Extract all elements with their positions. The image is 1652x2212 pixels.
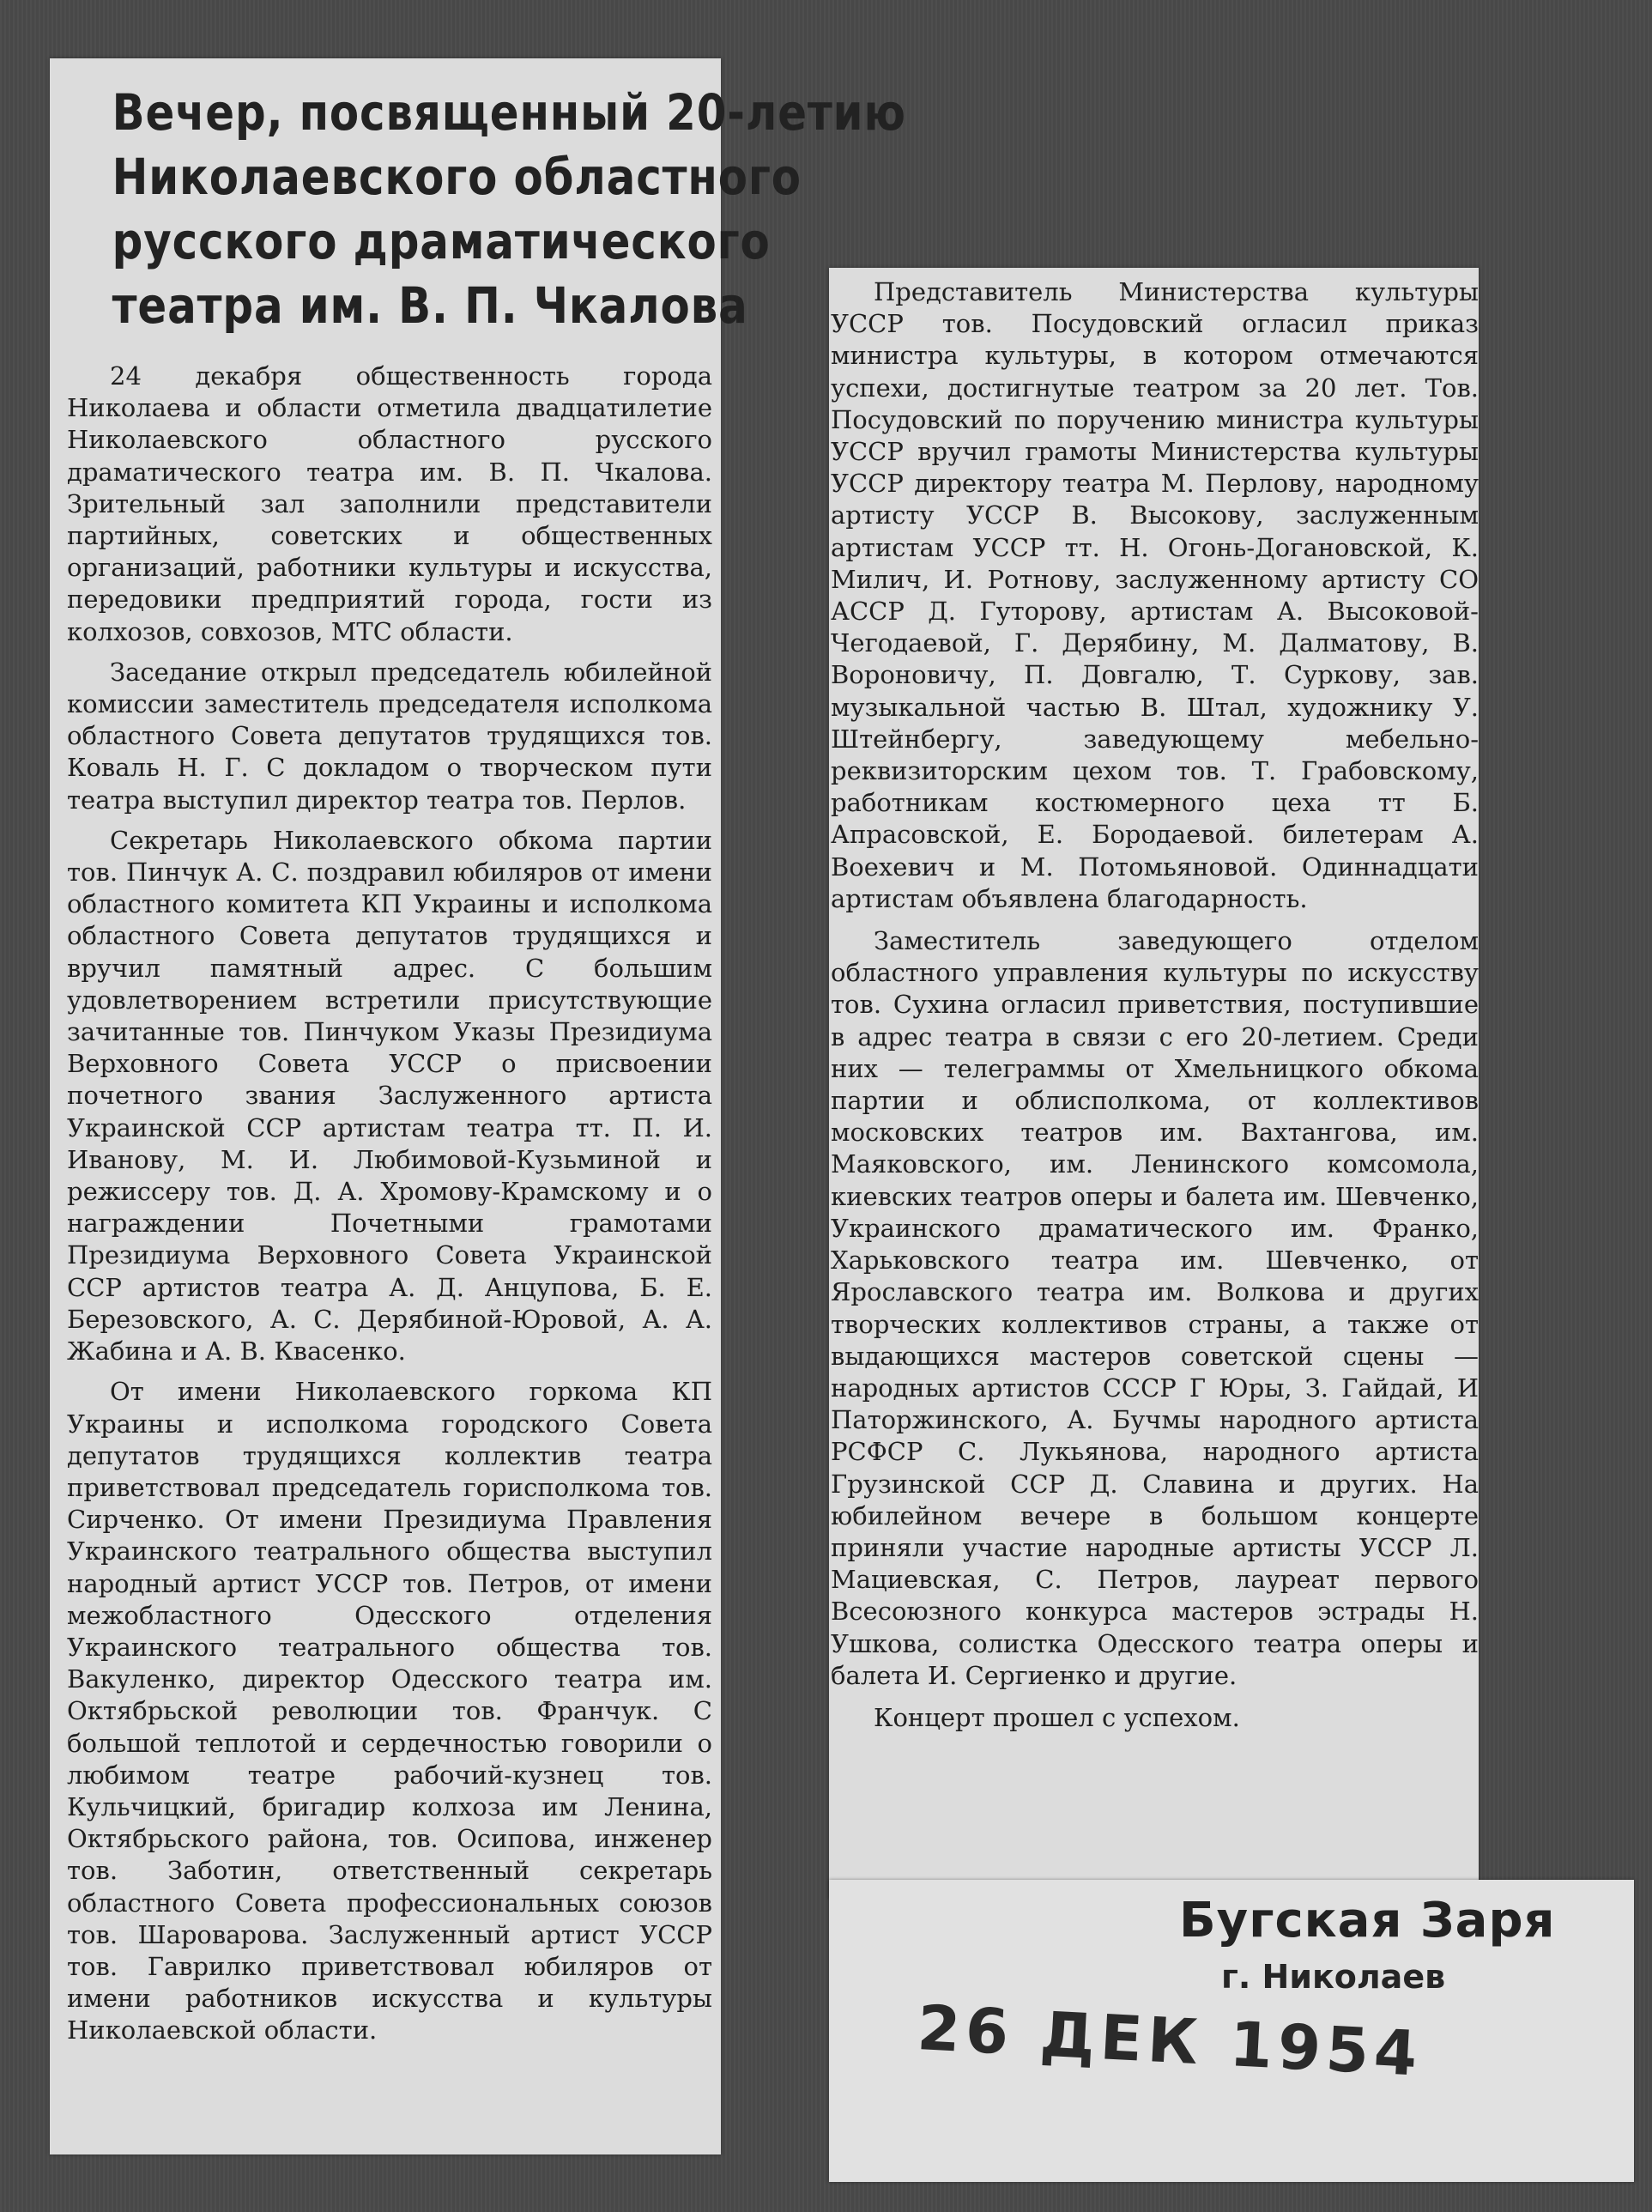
newspaper-name-stamp: Бугская Заря — [1179, 1893, 1556, 1948]
headline-line: театра им. В. П. Чкалова — [112, 276, 748, 335]
newspaper-city-stamp: г. Николаев — [1221, 1958, 1446, 1996]
article-paragraph: Заседание открыл председатель юбилейной комиссии заместитель председателя исполкома областного Совета депутатов трудящихся тов. Коваль Н. Г. С докладом о творческом пути театра выступил директор театра тов. Перлов. — [67, 657, 712, 815]
article-paragraph: 24 декабря общественность города Николаева и области отметила двадцатилетие Николаевского областного русского драматического театра им. В. П. Чкалова. Зрительный зал заполнили представители партийных, советских и общественных организаций, работники культуры и искусства, передовики предприятий города, гости из колхозов, совхозов, МТС области. — [67, 361, 712, 646]
headline-line: Вечер, посвященный 20-летию — [112, 83, 906, 142]
article-paragraph: От имени Николаевского горкома КП Украины и исполкома городского Совета депутатов трудящихся коллектив театра приветствовал председатель горисполкома тов. Сирченко. От имени Президиума Правления Украинского театрального общества выступил народный артист УССР тов. Петров, от имени межобластного Одесского отделения Украинского театрального общества тов. Вакуленко, директор Одесского театра им. Октябрьской революции тов. Франчук. С большой теплотой и сердечностью говорили о любимом театре рабочий-кузнец тов. Кульчицкий, бригадир колхоза им Ленина, Октябрьского района, тов. Осипова, инженер тов. Заботин, ответственный секретарь областного Совета профессиональных союзов тов. Шароварова. Заслуженный артист УССР тов. Гаврилко приветствовал юбиляров от имени работников искусства и культуры Николаевской области. — [67, 1377, 712, 2045]
article-headline — [112, 81, 906, 338]
article-closing-line: Концерт прошел с успехом. — [874, 1702, 1240, 1732]
article-clipping-left — [50, 58, 906, 2154]
newspaper-stamp-slip — [829, 1880, 1634, 2182]
article-clipping-right — [829, 268, 1479, 1899]
article-paragraph: Представитель Министерства культуры УССР тов. Посудовский огласил приказ министра культуры, в котором отмечаются успехи, достигнутые театром за 20 лет. Тов. Посудовский по поручению министра культуры УССР вручил грамоты Министерства культуры УССР директору театра М. Перлову, народному артисту УССР В. Высокову, заслуженным артистам УССР тт. Н. Огонь-Догановской, К. Милич, И. Ротнову, заслуженному артисту СО АССР Д. Гуторову, артистам А. Высоковой-Чегодаевой, Г. Дерябину, М. Далматову, В. Вороновичу, П. Довгалю, Т. Суркову, зав. музыкальной частью В. Штал, художнику У. Штейнбергу, заведующему мебельно-реквизиторским цехом тов. Т. Грабовскому, работникам костюмерного цеха тт Б. Апрасовской, Е. Бородаевой. билетерам А. Воехевич и М. Потомьяновой. Одиннадцати артистам объявлена благодарность. — [831, 277, 1479, 913]
headline-line: Николаевского областного — [112, 148, 802, 206]
headline-line: русского драматического — [112, 212, 771, 270]
article-paragraph: Заместитель заведующего отделом областного управления культуры по искусству тов. Сухина огласил приветствия, поступившие в адрес театра в связи с его 20-летием. Среди них — телеграммы от Хмельницкого обкома партии и облисполкома, от коллективов московских театров им. Вахтангова, им. Маяковского, им. Ленинского комсомола, киевских театров оперы и балета им. Шевченко, Украинского драматического им. Франко, Харьковского театра им. Шевченко, от Ярославского театра им. Волкова и других творческих коллективов страны, а также от выдающихся мастеров советской сцены — народных артистов СССР Г Юры, З. Гайдай, И Паторжинского, А. Бучмы народного артиста РСФСР С. Лукьянова, народного артиста Грузинской ССР Д. Славина и других. На юбилейном вечере в большом концерте приняли участие народные артисты УССР Л. Мациевская, С. Петров, лауреат первого Всесоюзного конкурса мастеров эстрады Н. Ушкова, солистка Одесского театра оперы и балета И. Сергиенко и другие. — [831, 926, 1479, 1690]
article-paragraph: Секретарь Николаевского обкома партии тов. Пинчук А. С. поздравил юбиляров от имени областного комитета КП Украины и исполкома областного Совета депутатов трудящихся и вручил памятный адрес. С большим удовлетворением встретили присутствующие зачитанные тов. Пинчуком Указы Президиума Верховного Совета УССР о присвоении почетного звания Заслуженного артиста Украинской ССР артистам театра тт. П. И. Иванову, М. И. Любимовой-Кузьминой и режиссеру тов. Д. А. Хромову-Крамскому и о награждении Почетными грамотами Президиума Верховного Совета Украинской ССР артистов театра А. Д. Анцупова, Б. Е. Березовского, А. С. Дерябиной-Юровой, А. А. Жабина и А. В. Квасенко. — [67, 825, 712, 1367]
date-stamp: 26 ДЕК 1954 — [915, 1991, 1425, 2090]
